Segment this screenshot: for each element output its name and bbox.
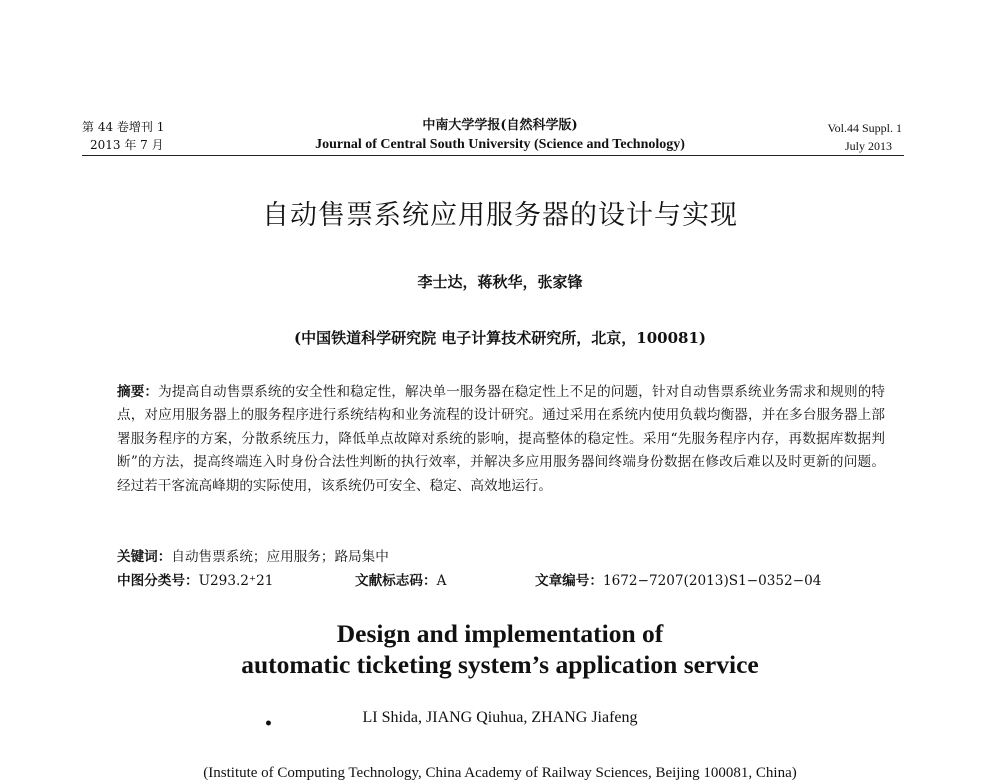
clc-label: 中图分类号：: [117, 573, 199, 589]
bullet-mark: •: [264, 716, 273, 732]
title-en-line-1: Design and implementation of: [336, 619, 664, 648]
abstract-text: 为提高自动售票系统的安全性和稳定性，解决单一服务器在稳定性上不足的问题，针对自动售票系统业务需求和规则的特点，对应用服务器上的服务程序进行系统结构和业务流程的设计研究。通过采用在系统内使用负载均衡器，并在多台服务器上部署服务程序的方案，分散系统压力，降低单点故障对系统的影响，提高整体的稳定性。采用“先服务程序内存，再数据库数据判断”的方法，提高终端连入时身份合法性判断的执行效率，并解决多应用服务器间终端身份数据在修改后难以及时更新的问题。经过若干客流高峰期的实际使用，该系统仍可安全、稳定、高效地运行。: [117, 384, 886, 494]
clc-number: [117, 569, 273, 589]
affiliation-en: (Institute of Computing Technology, China Academy of Railway Sciences, Beijing 100081, China): [203, 765, 797, 781]
document-code: [355, 569, 446, 589]
paper-title-cn: 自动售票系统应用服务器的设计与实现: [262, 200, 738, 231]
paper-title-en: [0, 618, 1000, 680]
title-en-line-2: automatic ticketing system’s application service: [241, 650, 759, 679]
keywords-label: 关键词：: [117, 549, 172, 565]
authors-cn: 李士达，蒋秋华，张家锋: [417, 273, 583, 291]
journal-name-en: Journal of Central South University (Science and Technology): [315, 137, 685, 152]
abstract-cn: [117, 381, 885, 498]
document-code-value: A: [436, 573, 447, 589]
abstract-label: 摘要：: [117, 384, 159, 400]
clc-value: U293.2⁺21: [198, 573, 274, 589]
journal-name-cn: 中南大学学报(自然科学版): [422, 118, 578, 133]
volume-issue-en: Vol.44 Suppl. 1: [827, 121, 902, 135]
document-code-label: 文献标志码：: [355, 573, 437, 589]
authors-en: LI Shida, JIANG Qiuhua, ZHANG Jiafeng: [362, 709, 638, 726]
article-number-value: 1672−7207(2013)S1−0352−04: [602, 573, 822, 589]
article-number: [535, 569, 821, 589]
affiliation-cn: (中国铁道科学研究院 电子计算技术研究所，北京，100081): [293, 329, 707, 347]
article-number-label: 文章编号：: [535, 573, 603, 589]
issue-date-en: July 2013: [844, 139, 892, 153]
issue-date-cn: 2013 年 7 月: [90, 138, 164, 152]
keywords-text: 自动售票系统；应用服务；路局集中: [171, 549, 389, 565]
volume-issue: 第 44 卷增刊 1: [82, 120, 165, 134]
keywords-cn: [117, 545, 389, 565]
header-rule: [82, 155, 904, 156]
